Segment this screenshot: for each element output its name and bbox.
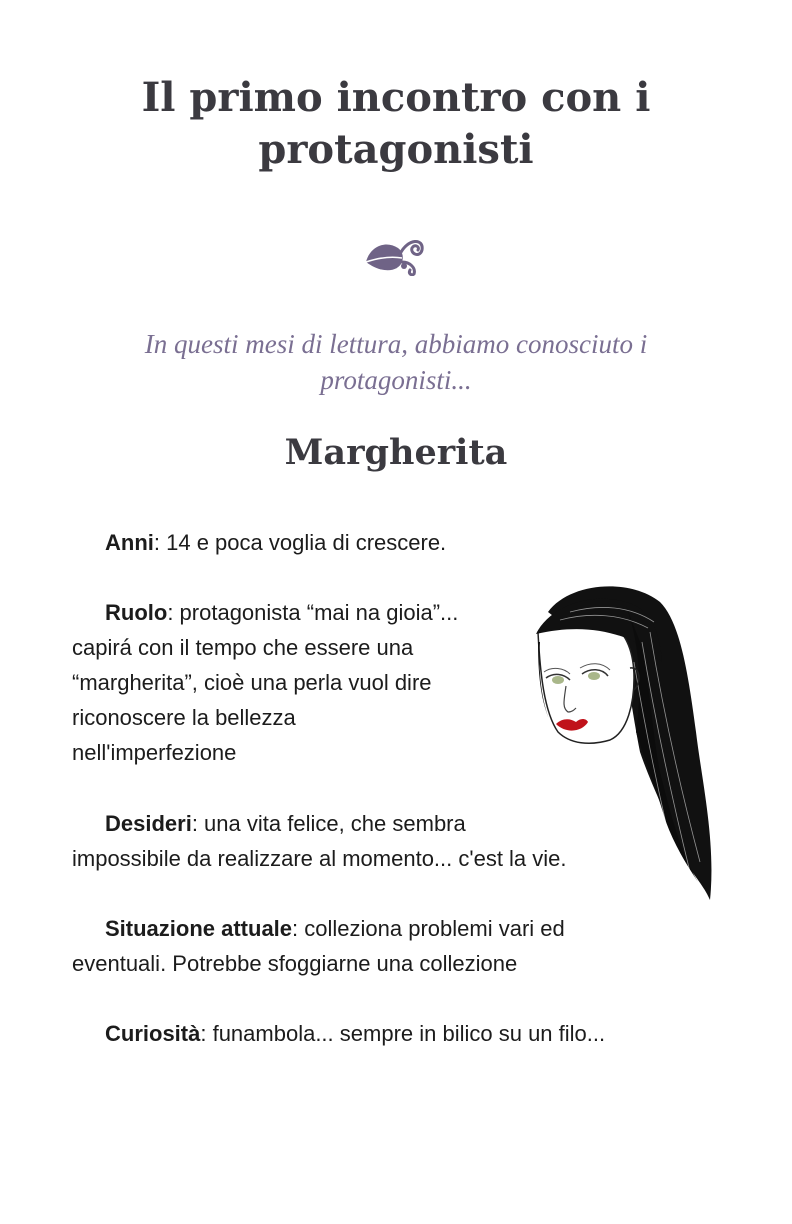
- ruolo-line: capirá con il tempo che essere una: [72, 635, 414, 660]
- situazione-label: Situazione attuale: [105, 916, 293, 941]
- character-name: Margherita: [284, 432, 508, 473]
- leaf-vine-ornament-icon: [362, 232, 430, 276]
- anni-paragraph: [72, 525, 446, 560]
- desideri-line: : una vita felice, che sembra: [191, 811, 466, 836]
- desideri-paragraph: [72, 806, 567, 876]
- situazione-paragraph: [72, 911, 565, 981]
- ruolo-line: nell'imperfezione: [72, 740, 237, 765]
- desideri-line: impossibile da realizzare al momento... c'est la vie.: [72, 846, 567, 871]
- anni-text: : 14 e poca voglia di crescere.: [153, 530, 447, 555]
- anni-label: Anni: [105, 530, 154, 555]
- situazione-line: : colleziona problemi vari ed: [292, 916, 565, 941]
- desideri-label: Desideri: [105, 811, 192, 836]
- intro-text: In questi mesi di lettura, abbiamo conosciuto i protagonisti...: [144, 329, 648, 395]
- ruolo-line: riconoscere la bellezza: [72, 705, 296, 730]
- curiosita-text: : funambola... sempre in bilico su un filo...: [200, 1021, 606, 1046]
- ruolo-paragraph: [72, 595, 458, 770]
- ruolo-line: “margherita”, cioè una perla vuol dire: [72, 670, 432, 695]
- ruolo-label: Ruolo: [105, 600, 168, 625]
- ruolo-line: : protagonista “mai na gioia”...: [167, 600, 459, 625]
- situazione-line: eventuali. Potrebbe sfoggiarne una collezione: [72, 951, 518, 976]
- portrait-illustration: [530, 582, 722, 904]
- curiosita-label: Curiosità: [105, 1021, 201, 1046]
- face: [538, 620, 634, 744]
- page-title: Il primo incontro con i protagonisti: [141, 74, 651, 173]
- curiosita-paragraph: [72, 1016, 605, 1051]
